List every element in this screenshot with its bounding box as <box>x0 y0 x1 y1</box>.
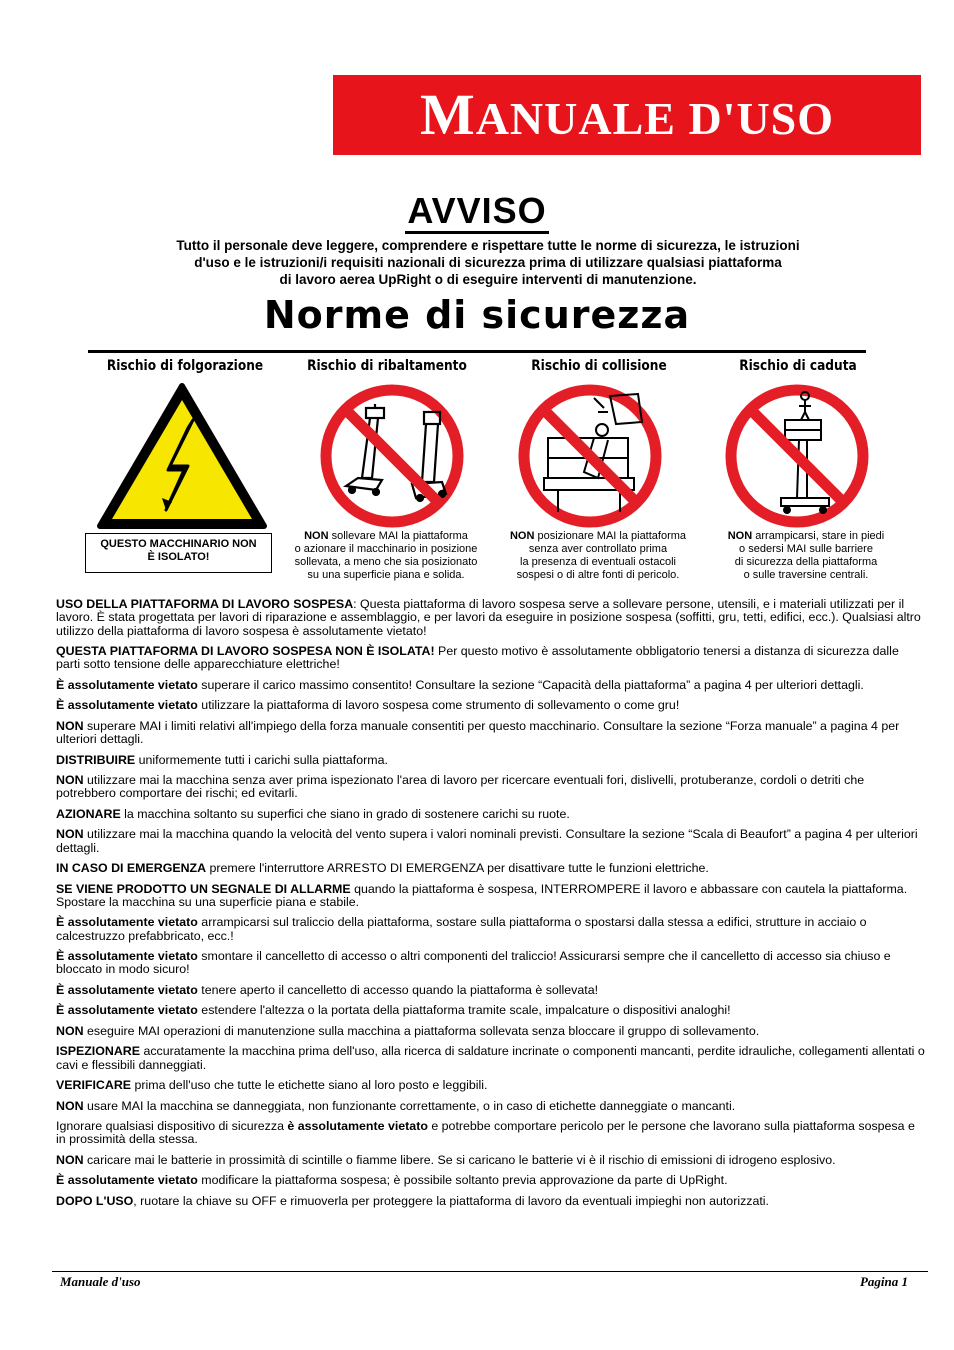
tipover-prohibited-icon <box>316 382 468 530</box>
footer-divider <box>52 1271 928 1272</box>
rule-paragraph: USO DELLA PIATTAFORMA DI LAVORO SOSPESA: Questa piattaforma di lavoro sospesa serve a sollevare persone, utensili, e i materiali utilizzati per il lavoro. È stata progettata per lavori di riparazione e assemblaggio, e per lavori da eseguire in posizione sospesa (soffitti, gru, tetti, edifici, ecc.). Qualsiasi altro utilizzo della piattaforma di lavoro sospesa è assolutamente vietato! <box>56 597 921 638</box>
title-cap: M <box>419 82 476 147</box>
rule-paragraph: È assolutamente vietato smontare il cancelletto di accesso o altri componenti del traliccio! Assicurarsi sempre che il cancelletto di accesso sia chiuso e bloccato in modo sicuro! <box>56 949 891 977</box>
rule-paragraph: È assolutamente vietato modificare la piattaforma sospesa; è possibile soltanto previa approvazione da parte di UpRight. <box>56 1173 728 1188</box>
avviso-line: Tutto il personale deve leggere, comprendere e rispettare tutte le norme di sicurezza, le istruzioni <box>176 238 800 253</box>
rule-paragraph: È assolutamente vietato arrampicarsi sul traliccio della piattaforma, sostare sulla piattaforma o spostarsi dalla stessa a edifici, strutture in acciaio o calcestruzzo prefabbricato, ecc.! <box>56 915 867 943</box>
avviso-line: d'uso e le istruzioni/i requisiti nazionali di sicurezza prima di utilizzare qualsiasi piattaforma <box>194 255 782 270</box>
electric-hazard-icon <box>96 382 268 530</box>
rule-paragraph: È assolutamente vietato tenere aperto il cancelletto di accesso quando la piattaforma è sollevata! <box>56 982 599 997</box>
safety-rules-list <box>56 598 926 1215</box>
not-insulated-warning: QUESTO MACCHINARIO NON È ISOLATO! <box>85 533 272 573</box>
rule-paragraph: NON eseguire MAI operazioni di manutenzione sulla macchina a piattaforma sollevata senza bloccare il gruppo di sollevamento. <box>56 1023 760 1038</box>
safety-rules-heading: Norme di sicurezza <box>263 293 691 337</box>
risk-title-fall: Rischio di caduta <box>739 358 857 374</box>
avviso-line: di lavoro aerea UpRight o di eseguire interventi di manutenzione. <box>279 272 697 287</box>
tipover-caption: NON sollevare MAI la piattaforma o azionare il macchinario in posizione sollevata, a meno che sia posizionato su una superficie piana e solida. <box>294 530 478 581</box>
rule-paragraph: AZIONARE la macchina soltanto su superfici che siano in grado di sostenere carichi su ruote. <box>56 806 570 821</box>
title-rest: ANUALE D'USO <box>475 93 835 144</box>
rule-paragraph: NON utilizzare mai la macchina senza aver prima ispezionato l'area di lavoro per ricercare eventuali fori, dislivelli, protuberanze, cordoli o detriti che potrebbero comportare dei rischi; ed evitarli. <box>56 773 865 801</box>
collision-caption: NON posizionare MAI la piattaforma senza aver controllato prima la presenza di eventuali ostacoli sospesi o di altre fonti di pericolo. <box>509 530 687 581</box>
risk-title-collision: Rischio di collisione <box>531 358 667 374</box>
collision-prohibited-icon <box>514 382 666 530</box>
fall-caption: NON arrampicarsi, stare in piedi o sedersi MAI sulle barriere di sicurezza della piattaforma o sulle traversine centrali. <box>727 530 885 581</box>
rule-paragraph: ISPEZIONARE accuratamente la macchina prima dell'uso, alla ricerca di saldature incrinate o componenti mancanti, perdite idrauliche, collegamenti allentati o cavi e flessibili danneggiati. <box>56 1044 925 1072</box>
rule-paragraph: SE VIENE PRODOTTO UN SEGNALE DI ALLARME quando la piattaforma è sospesa, INTERROMPERE il lavoro e abbassare con cautela la piattaforma. Spostare la macchina su una superficie piana e stabile. <box>56 881 908 909</box>
rule-paragraph: DISTRIBUIRE uniformemente tutti i carichi sulla piattaforma. <box>56 752 388 767</box>
rule-paragraph: NON superare MAI i limiti relativi all'impiego della forza manuale consentiti per questo macchinario. Consultare la sezione “Forza manuale” a pagina 4 per ulteriori dettagli. <box>56 718 900 747</box>
rule-paragraph: QUESTA PIATTAFORMA DI LAVORO SOSPESA NON È ISOLATA! Per questo motivo è assolutamente obbligatorio tenersi a distanza di sicurezza dalle parti sotto tensione delle apparecchiature elettriche! <box>56 644 899 672</box>
page-number: Pagina 1 <box>859 1274 908 1289</box>
fall-prohibited-icon <box>721 382 873 530</box>
footer-document-name: Manuale d'uso <box>60 1274 141 1289</box>
avviso-body <box>100 237 876 288</box>
rule-paragraph: NON usare MAI la macchina se danneggiata, non funzionante correttamente, o in caso di etichette danneggiate o mancanti. <box>56 1098 736 1113</box>
risk-title-electrocution: Rischio di folgorazione <box>106 358 264 374</box>
rule-paragraph: È assolutamente vietato utilizzare la piattaforma di lavoro sospesa come strumento di sollevamento o come gru! <box>56 698 680 713</box>
heading-divider <box>88 350 866 353</box>
rule-paragraph: NON caricare mai le batterie in prossimità di scintille o fiamme libere. Se si caricano le batterie vi è il rischio di emissioni di idrogeno esplosivo. <box>56 1152 836 1167</box>
rule-paragraph: NON utilizzare mai la macchina quando la velocità del vento supera i valori nominali previsti. Consultare la sezione “Scala di Beaufort” a pagina 4 per ulteriori dettagli. <box>56 827 918 855</box>
risk-title-tipover: Rischio di ribaltamento <box>307 358 467 374</box>
rule-paragraph: Ignorare qualsiasi dispositivo di sicurezza è assolutamente vietato e potrebbe comportare pericolo per le persone che lavorano sulla piattaforma sospesa e in prossimità della stessa. <box>56 1119 915 1147</box>
rule-paragraph: IN CASO DI EMERGENZA premere l'interruttore ARRESTO DI EMERGENZA per disattivare tutte le funzioni elettriche. <box>56 861 709 876</box>
rule-paragraph: È assolutamente vietato estendere l'altezza o la portata della piattaforma tramite scale, impalcature o dispositivi analoghi! <box>56 1003 731 1018</box>
rule-paragraph: DOPO L'USO, ruotare la chiave su OFF e rimuoverla per proteggere la piattaforma di lavoro da eventuali impieghi non autorizzati. <box>56 1193 769 1208</box>
rule-paragraph: È assolutamente vietato superare il carico massimo consentito! Consultare la sezione “Capacità della piattaforma” a pagina 4 per ulteriori dettagli. <box>56 677 864 692</box>
rule-paragraph: VERIFICARE prima dell'uso che tutte le etichette siano al loro posto e leggibili. <box>56 1078 488 1093</box>
document-title <box>333 75 921 155</box>
avviso-heading: AVVISO <box>0 190 954 232</box>
